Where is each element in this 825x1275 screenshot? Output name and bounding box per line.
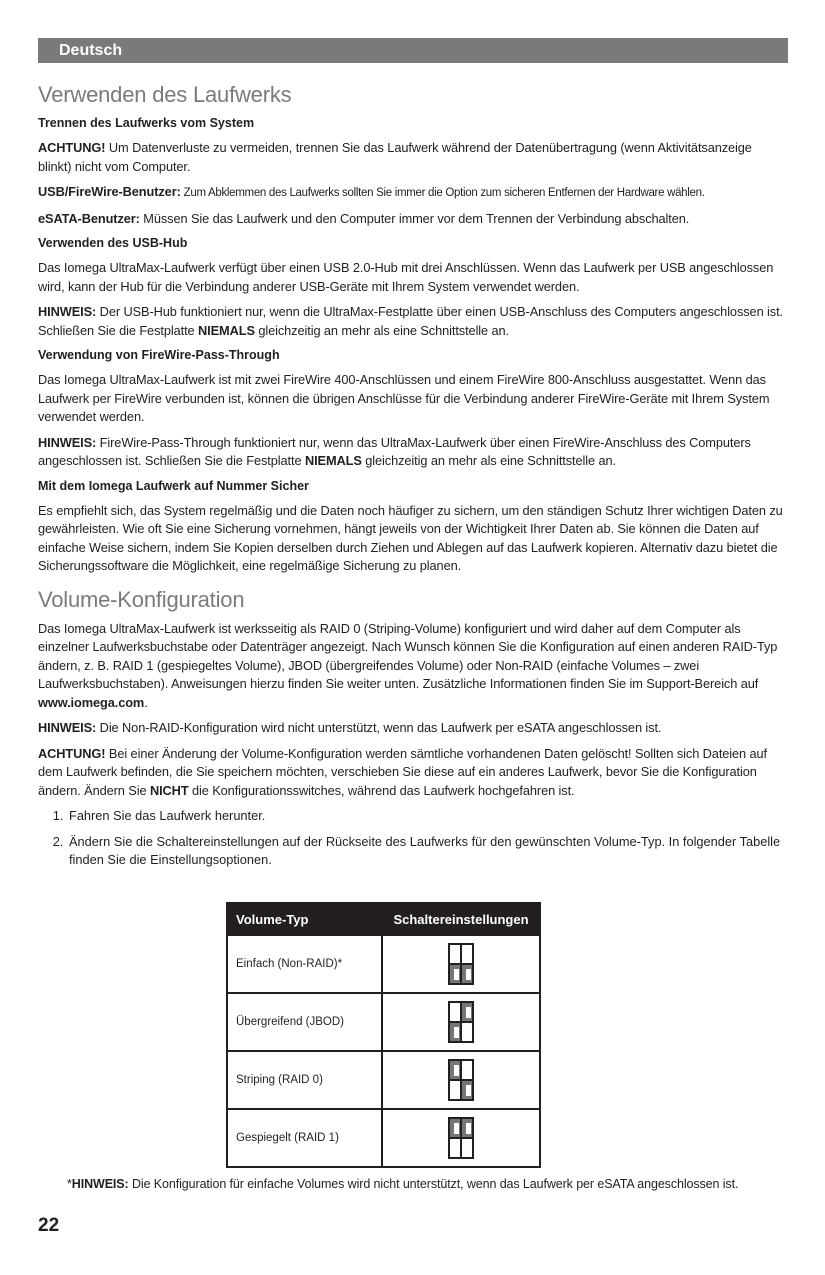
table-row xyxy=(227,1109,540,1167)
usb-firewire-users-paragraph: USB/FireWire-Benutzer: Zum Abklemmen des Laufwerks sollten Sie immer die Option zum sicheren Entfernen der Hardware wählen. xyxy=(38,184,705,199)
dip-switch-icon xyxy=(448,1059,474,1101)
switch-position-on xyxy=(461,1118,473,1138)
table-row xyxy=(227,935,540,993)
volume-type-cell: Übergreifend (JBOD) xyxy=(227,993,382,1051)
footnote: *HINWEIS: Die Konfiguration für einfache Volumes wird nicht unterstützt, wenn das Laufwerk per eSATA angeschlossen ist. xyxy=(67,1177,739,1191)
switch-position-off xyxy=(449,1138,461,1158)
page-content xyxy=(38,38,788,1191)
subheading-usb-hub: Verwenden des USB-Hub xyxy=(38,236,188,250)
step-item: 2. Ändern Sie die Schaltereinstellungen auf der Rückseite des Laufwerks für den gewünschten Volume-Typ. In folgender Tabelle finden Sie die Einstellungsoptionen. xyxy=(67,833,788,870)
section-title-using-drive: Verwenden des Laufwerks xyxy=(38,82,292,107)
switch-position-off xyxy=(449,1080,461,1100)
switch-setting-cell xyxy=(382,1051,540,1109)
switch-setting-cell xyxy=(382,1109,540,1167)
config-warning: ACHTUNG! Bei einer Änderung der Volume-Konfiguration werden sämtliche vorhandenen Daten gelöscht! Sollten sich Dateien auf dem Laufwerk befinden, die Sie speichern möchten, verschieben Sie diese auf ein anderes Laufwerk, bevor Sie die Konfiguration ändern. Ändern Sie NICHT die Konfigurationsswitches, während das Laufwerk hochgefahren ist. xyxy=(38,745,768,798)
switch-position-off xyxy=(449,1002,461,1022)
subheading-backup: Mit dem Iomega Laufwerk auf Nummer Sicher xyxy=(38,478,309,493)
steps-list xyxy=(38,807,788,870)
switch-position-on xyxy=(461,964,473,984)
table-row xyxy=(227,993,540,1051)
language-header-bar xyxy=(38,38,788,63)
switch-position-on xyxy=(461,1080,473,1100)
iomega-link[interactable]: www.iomega.com xyxy=(38,694,145,710)
usb-firewire-label: USB/FireWire-Benutzer: xyxy=(38,184,181,199)
page-number: 22 xyxy=(38,1215,60,1236)
firewire-paragraph: Das Iomega UltraMax-Laufwerk ist mit zwei FireWire 400-Anschlüssen und einem FireWire 800-Anschluss ausgestattet. Wenn das Laufwerk per FireWire verbunden ist, können die übrigen Anschlüsse für die Verbindung anderer FireWire-Geräte mit Ihrem System verwendet werden. xyxy=(38,372,770,424)
switch-position-on xyxy=(449,1022,461,1042)
switch-setting-cell xyxy=(382,993,540,1051)
switch-position-off xyxy=(461,1138,473,1158)
language-label: Deutsch xyxy=(59,42,123,59)
usb-hub-note: HINWEIS: Der USB-Hub funktioniert nur, wenn die UltraMax-Festplatte über einen USB-Anschluss des Computers angeschlossen ist. Schließen Sie die Festplatte NIEMALS gleichzeitig an mehr als eine Schnittstelle an. xyxy=(38,304,783,338)
volume-config-paragraph: Das Iomega UltraMax-Laufwerk ist werksseitig als RAID 0 (Striping-Volume) konfiguriert und wird daher auf dem Computer als einzelner Laufwerksbuchstabe oder Datenträger angezeigt. Nach Wunsch können Sie die Konfiguration auf einen anderen RAID-Typ ändern, z. B. RAID 1 (gespiegeltes Volume), JBOD (übergreifendes Volume) oder Non-RAID (einfache Volumes – zwei Laufwerksbuchstaben). Anweisungen hierzu finden Sie weiter unten. Zusätzliche Informationen finden Sie im Support-Bereich auf www.iomega.com. xyxy=(38,620,778,710)
section-title-volume-config: Volume-Konfiguration xyxy=(38,586,245,612)
switch-position-off xyxy=(449,944,461,964)
subheading-disconnect: Trennen des Laufwerks vom System xyxy=(38,116,255,130)
volume-type-cell: Striping (RAID 0) xyxy=(227,1051,382,1109)
column-header-volume-type: Volume-Typ xyxy=(227,903,382,935)
warning-paragraph: ACHTUNG! Um Datenverluste zu vermeiden, trennen Sie das Laufwerk während der Datenübertragung (wenn Aktivitätsanzeige blinkt) nicht vom Computer. xyxy=(38,140,752,174)
dip-switch-icon xyxy=(448,943,474,985)
table-row xyxy=(227,1051,540,1109)
switch-position-off xyxy=(461,944,473,964)
dip-switch-icon xyxy=(448,1001,474,1043)
esata-users-paragraph: eSATA-Benutzer: Müssen Sie das Laufwerk und den Computer immer vor dem Trennen der Verbindung abschalten. xyxy=(38,210,690,226)
switch-position-on xyxy=(449,1118,461,1138)
volume-type-cell: Einfach (Non-RAID)* xyxy=(227,935,382,993)
switch-position-off xyxy=(461,1060,473,1080)
firewire-note: HINWEIS: FireWire-Pass-Through funktioniert nur, wenn das UltraMax-Laufwerk über einen FireWire-Anschluss des Computers angeschlossen ist. Schließen Sie die Festplatte NIEMALS gleichzeitig an mehr als eine Schnittstelle an. xyxy=(38,434,751,468)
switch-position-on xyxy=(449,964,461,984)
switch-position-on xyxy=(461,1002,473,1022)
esata-label: eSATA-Benutzer: xyxy=(38,210,140,226)
switch-settings-table xyxy=(226,902,541,1168)
dip-switch-icon xyxy=(448,1117,474,1159)
usb-hub-paragraph: Das Iomega UltraMax-Laufwerk verfügt über einen USB 2.0-Hub mit drei Anschlüssen. Wenn das Laufwerk per USB angeschlossen wird, kann der Hub für die Verbindung anderer USB-Geräte mit Ihrem System verwendet werden. xyxy=(38,260,774,294)
non-raid-note: HINWEIS: Die Non-RAID-Konfiguration wird nicht unterstützt, wenn das Laufwerk per eSATA angeschlossen ist. xyxy=(38,720,662,735)
warning-label: ACHTUNG! xyxy=(38,140,106,155)
step-item: 1. Fahren Sie das Laufwerk herunter. xyxy=(67,807,788,826)
column-header-switch-settings: Schaltereinstellungen xyxy=(382,903,540,935)
subheading-firewire-pass-through: Verwendung von FireWire-Pass-Through xyxy=(38,348,280,362)
switch-position-on xyxy=(449,1060,461,1080)
switch-setting-cell xyxy=(382,935,540,993)
backup-paragraph: Es empfiehlt sich, das System regelmäßig und die Daten noch häufiger zu sichern, um den ständigen Schutz Ihrer wichtigen Daten zu gewährleisten. Wie oft Sie eine Sicherung vornehmen, hängt jeweils von der Wichtigkeit Ihrer Daten ab. Sie können die Daten auf einfache Weise sichern, indem Sie Kopien derselben durch Ziehen und Ablegen auf das Laufwerk kopieren. Alternativ dazu bietet die Sicherungssoftware die Möglichkeit, eine regelmäßige Sicherung zu planen. xyxy=(38,502,783,573)
switch-position-off xyxy=(461,1022,473,1042)
volume-type-cell: Gespiegelt (RAID 1) xyxy=(227,1109,382,1167)
table-header-row xyxy=(227,903,540,935)
